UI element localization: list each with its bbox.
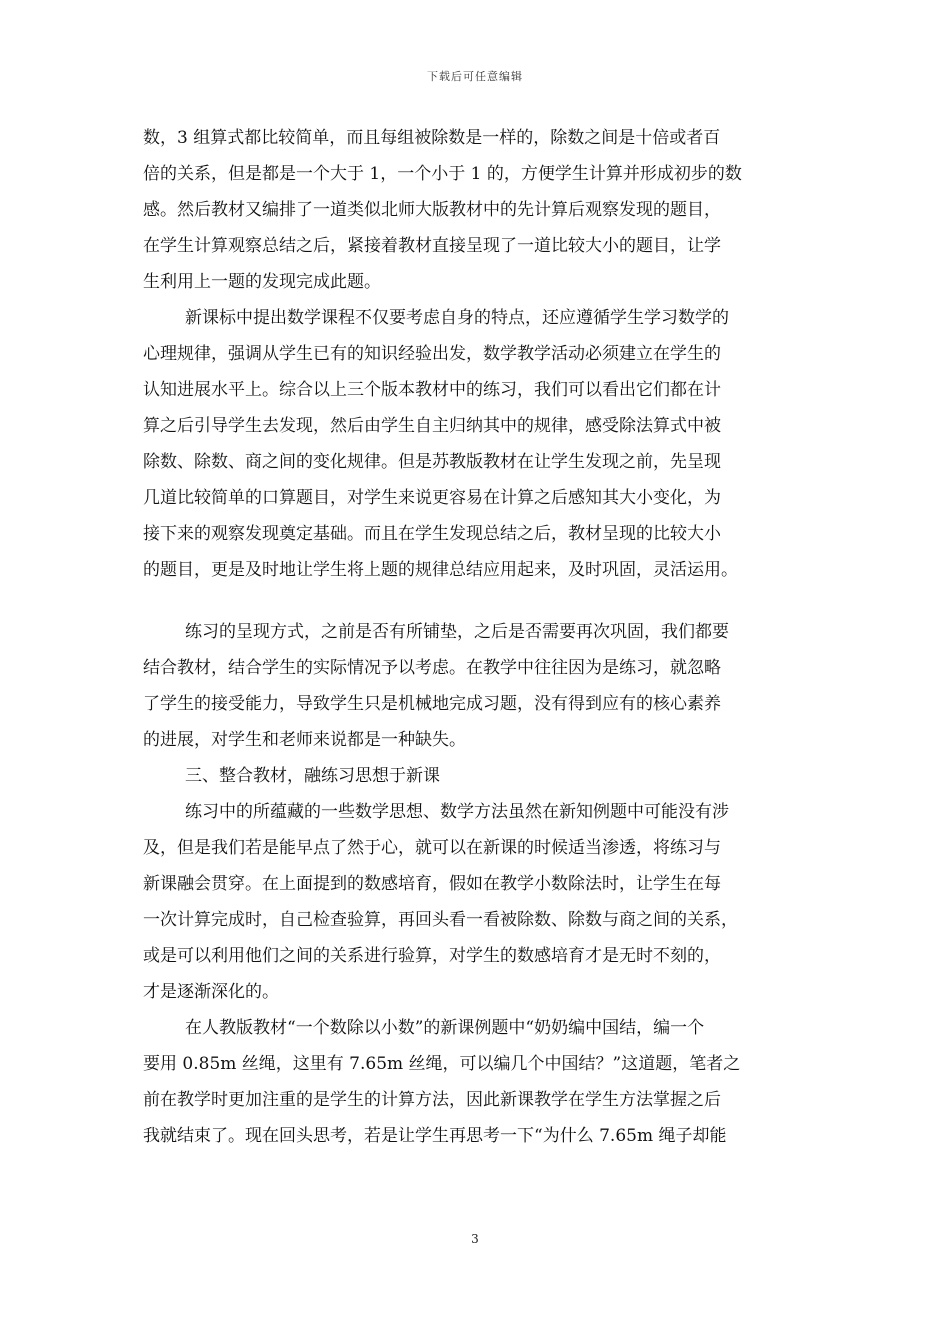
text-line: 几道比较简单的口算题目，对学生来说更容易在计算之后感知其大小变化，为 (143, 488, 721, 508)
text-line: 及，但是我们若是能早点了然于心，就可以在新课的时候适当渗透，将练习与 (143, 838, 721, 858)
text-line: 数，3 组算式都比较简单，而且每组被除数是一样的，除数之间是十倍或者百 (143, 128, 721, 148)
page-number: 3 (471, 1232, 479, 1246)
paragraph-start-line: 练习的呈现方式，之前是否有所铺垫，之后是否需要再次巩固，我们都要 (185, 622, 729, 642)
text-line: 感。然后教材又编排了一道类似北师大版教材中的先计算后观察发现的题目， (143, 200, 721, 220)
text-line: 结合教材，结合学生的实际情况予以考虑。在教学中往往因为是练习，就忽略 (143, 658, 721, 678)
page-header: 下载后可任意编辑 (427, 70, 523, 83)
text-line: 接下来的观察发现奠定基础。而且在学生发现总结之后，教材呈现的比较大小 (143, 524, 721, 544)
text-line: 的题目，更是及时地让学生将上题的规律总结应用起来，及时巩固，灵活运用。 (143, 560, 738, 580)
text-line: 才是逐渐深化的。 (143, 982, 279, 1002)
document-body (143, 120, 823, 1154)
text-line: 在学生计算观察总结之后，紧接着教材直接呈现了一道比较大小的题目，让学 (143, 236, 721, 256)
paragraph-start-line: 练习中的所蕴藏的一些数学思想、数学方法虽然在新知例题中可能没有涉 (185, 802, 729, 822)
text-line: 除数、除数、商之间的变化规律。但是苏教版教材在让学生发现之前，先呈现 (143, 452, 721, 472)
text-line: 或是可以利用他们之间的关系进行验算，对学生的数感培育才是无时不刻的， (143, 946, 721, 966)
text-line: 前在教学时更加注重的是学生的计算方法，因此新课教学在学生方法掌握之后 (143, 1090, 721, 1110)
text-line: 一次计算完成时，自己检查验算，再回头看一看被除数、除数与商之间的关系， (143, 910, 738, 930)
paragraph-start-line: 新课标中提出数学课程不仅要考虑自身的特点，还应遵循学生学习数学的 (185, 308, 729, 328)
paragraph-gap (143, 588, 823, 614)
text-line: 了学生的接受能力，导致学生只是机械地完成习题，没有得到应有的核心素养 (143, 694, 721, 714)
paragraph-start-line: 在人教版教材“一个数除以小数”的新课例题中“奶奶编中国结，编一个 (185, 1018, 705, 1038)
text-line: 心理规律，强调从学生已有的知识经验出发，数学教学活动必须建立在学生的 (143, 344, 721, 364)
text-line: 要用 0.85m 丝绳，这里有 7.65m 丝绳，可以编几个中国结？”这道题，笔者之 (143, 1054, 741, 1074)
text-line: 新课融会贯穿。在上面提到的数感培育，假如在教学小数除法时，让学生在每 (143, 874, 721, 894)
text-line: 倍的关系，但是都是一个大于 1，一个小于 1 的，方便学生计算并形成初步的数 (143, 164, 742, 184)
text-line: 生利用上一题的发现完成此题。 (143, 272, 381, 292)
text-line: 的进展，对学生和老师来说都是一种缺失。 (143, 730, 466, 750)
text-line: 认知进展水平上。综合以上三个版本教材中的练习，我们可以看出它们都在计 (143, 380, 721, 400)
text-line: 我就结束了。现在回头思考，若是让学生再思考一下“为什么 7.65m 绳子却能 (143, 1126, 727, 1146)
section-heading: 三、整合教材，融练习思想于新课 (185, 766, 440, 786)
text-line: 算之后引导学生去发现，然后由学生自主归纳其中的规律，感受除法算式中被 (143, 416, 721, 436)
